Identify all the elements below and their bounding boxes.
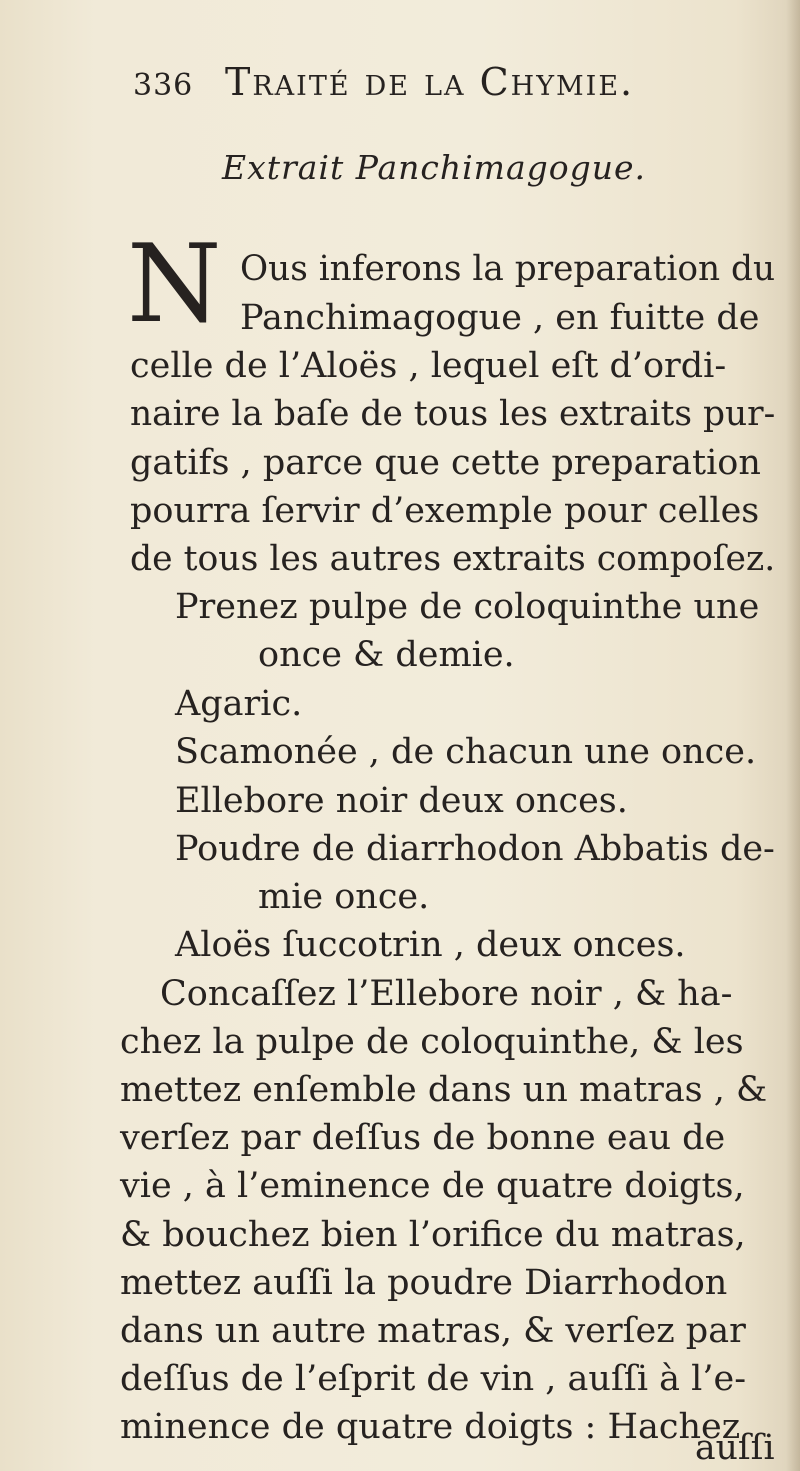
section-title: Extrait Panchimagogue.	[222, 148, 647, 187]
text-line: mettez auſſi la poudre Diarrhodon	[120, 1263, 728, 1303]
text-line: mie once.	[258, 877, 430, 917]
text-line: verſez par deſſus de bonne eau de	[120, 1118, 726, 1158]
text-line: & bouchez bien l’orifice du matras,	[120, 1215, 746, 1255]
text-line: celle de l’Aloës , lequel eſt d’ordi-	[130, 346, 727, 386]
text-line: pourra ſervir d’exemple pour celles	[130, 491, 760, 531]
text-line: minence de quatre doigts : Hachez	[120, 1407, 741, 1447]
text-line: Ous inferons la preparation du	[240, 249, 776, 289]
text-line: naire la baſe de tous les extraits pur-	[130, 394, 776, 434]
text-line: Poudre de diarrhodon Abbatis de-	[175, 829, 775, 869]
text-line: Prenez pulpe de coloquinthe une	[175, 587, 760, 627]
running-head	[133, 60, 693, 120]
catchword: auſſi	[695, 1428, 775, 1468]
page-number: 336	[133, 68, 194, 103]
page-edge-shadow	[786, 0, 800, 1471]
text-line: Agaric.	[175, 684, 303, 724]
text-line: Panchimagogue , en fuitte de	[240, 298, 760, 338]
text-line: Scamonée , de chacun une once.	[175, 732, 757, 772]
text-line: chez la pulpe de coloquinthe, & les	[120, 1022, 744, 1062]
running-title: Traité de la Chymie.	[225, 60, 635, 104]
text-line: Ellebore noir deux onces.	[175, 781, 628, 821]
text-line: once & demie.	[258, 635, 515, 675]
text-line: Aloës ſuccotrin , deux onces.	[175, 925, 686, 965]
text-line: vie , à l’eminence de quatre doigts,	[120, 1166, 745, 1206]
text-line: dans un autre matras, & verſez par	[120, 1311, 746, 1351]
text-line: mettez enſemble dans un matras , &	[120, 1070, 768, 1110]
text-line: Concaſſez l’Ellebore noir , & ha-	[160, 974, 733, 1014]
text-line: gatifs , parce que cette preparation	[130, 443, 761, 483]
text-line: de tous les autres extraits compoſez.	[130, 539, 776, 579]
text-line: deſſus de l’eſprit de vin , auſſi à l’e-	[120, 1359, 747, 1399]
drop-cap: N	[127, 222, 222, 347]
